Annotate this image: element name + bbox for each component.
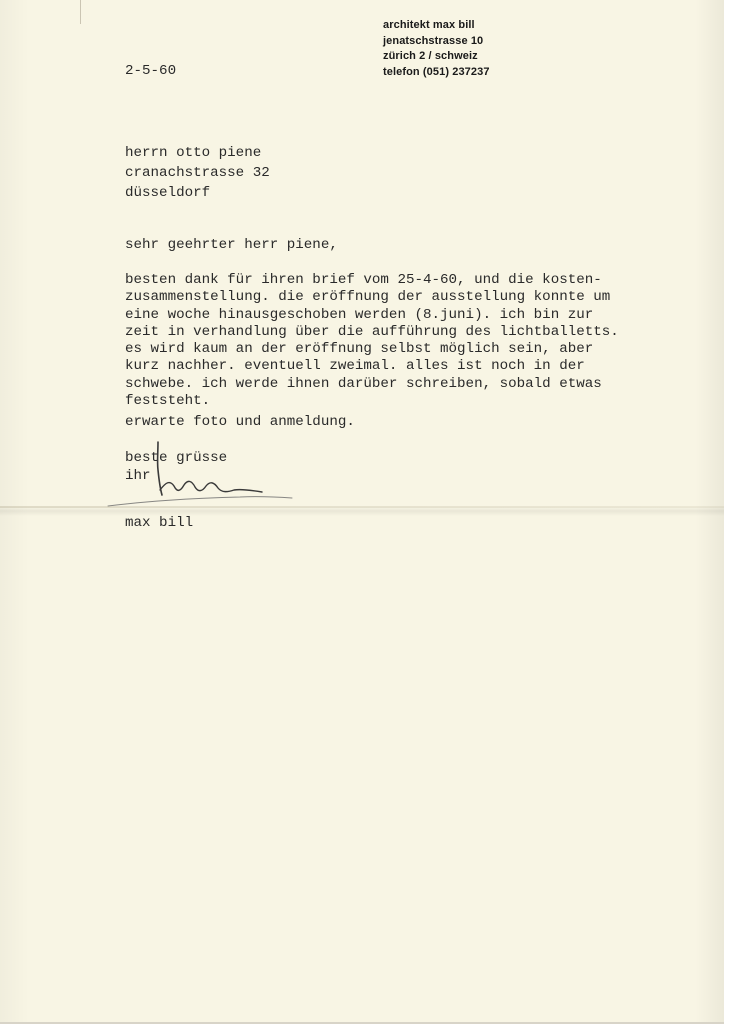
body-line: kurz nachher. eventuell zweimal. alles ist noch in der <box>125 358 585 375</box>
letterhead-name: architekt max bill <box>383 19 475 31</box>
signatory-name: max bill <box>125 515 194 531</box>
letterhead-phone: telefon (051) 237237 <box>383 65 490 78</box>
salutation: sehr geehrter herr piene, <box>125 237 338 253</box>
body-line: feststeht. <box>125 393 211 410</box>
letterhead-city: zürich 2 / schweiz <box>383 50 478 62</box>
recipient-street: cranachstrasse 32 <box>125 165 270 181</box>
body-line: zeit in verhandlung über die aufführung des lichtballetts. <box>125 323 619 340</box>
letterhead <box>383 18 490 80</box>
body-line: es wird kaum an der eröffnung selbst möglich sein, aber <box>125 341 594 358</box>
closing-greeting: beste grüsse <box>125 450 228 466</box>
paper-mark <box>80 0 81 24</box>
handwritten-signature <box>100 440 300 510</box>
letter-date: 2-5-60 <box>125 63 177 79</box>
closing-ihr: ihr <box>125 468 151 484</box>
letterhead-street: jenatschstrasse 10 <box>383 34 484 47</box>
recipient-address <box>125 143 270 203</box>
body-line: schwebe. ich werde ihnen darüber schreiben, sobald etwas <box>125 375 602 392</box>
recipient-city: düsseldorf <box>125 185 211 201</box>
body-line: eine woche hinausgeschoben werden (8.juni). ich bin zur <box>125 306 594 323</box>
body-line: besten dank für ihren brief vom 25-4-60, und die kosten- <box>125 272 602 288</box>
recipient-name: herrn otto piene <box>125 145 262 161</box>
letter-body <box>125 272 619 410</box>
request-line: erwarte foto und anmeldung. <box>125 414 355 430</box>
paper-fold <box>0 506 724 508</box>
page-margin <box>724 0 739 1024</box>
body-line: zusammenstellung. die eröffnung der ausstellung konnte um <box>125 289 611 306</box>
